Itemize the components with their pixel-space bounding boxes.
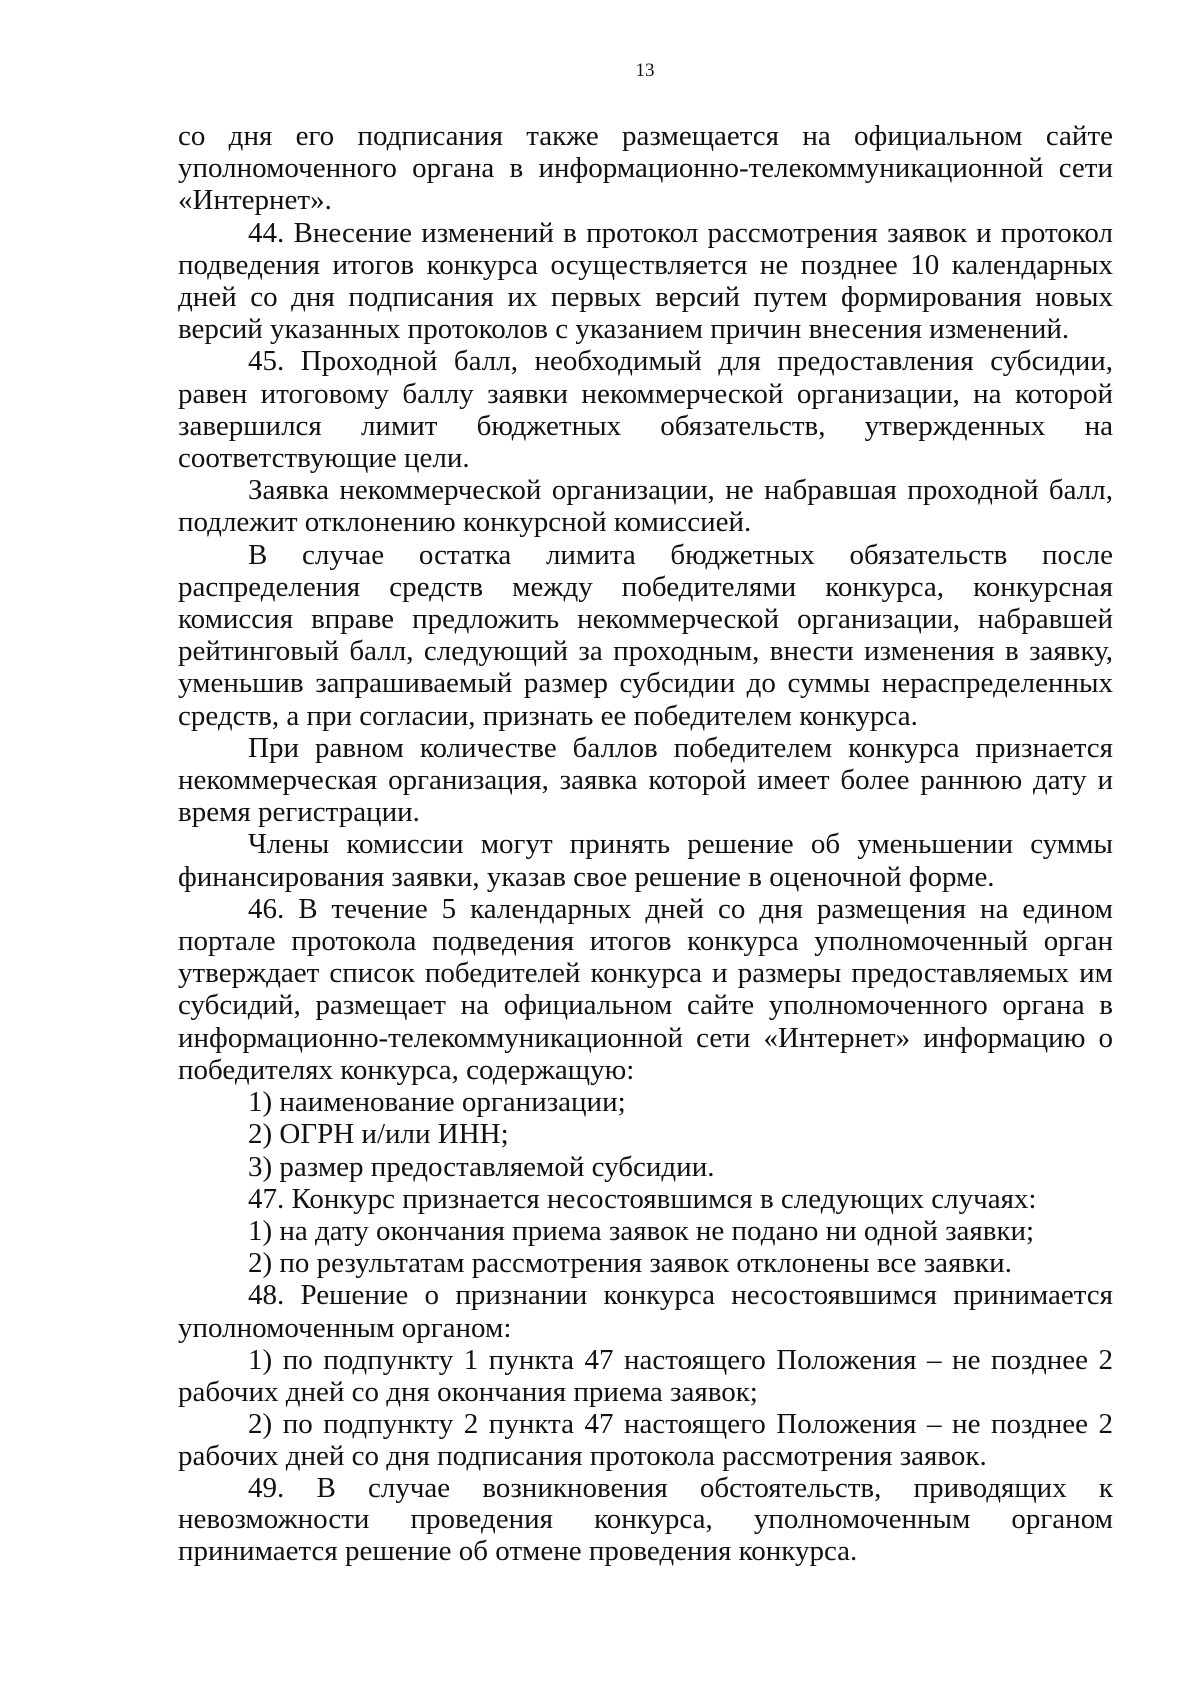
paragraph-45-commission-reduction: Члены комиссии могут принять решение об уменьшении суммы финансирования заявки, указав свое решение в оценочной форме. xyxy=(178,828,1113,893)
paragraph-45: 45. Проходной балл, необходимый для предоставления субсидии, равен итоговому баллу заявки некоммерческой организации, на которой завершился лимит бюджетных обязательств, утвержденных на соответствующие цели. xyxy=(178,345,1113,475)
list-item-46-2: 2) ОГРН и/или ИНН; xyxy=(248,1118,509,1151)
document-body xyxy=(178,120,1113,1567)
list-item-48-2: 2) по подпункту 2 пункта 47 настоящего Положения – не позднее 2 рабочих дней со дня подписания протокола рассмотрения заявок. xyxy=(178,1408,1113,1473)
page-number: 13 xyxy=(635,60,655,81)
paragraph-47: 47. Конкурс признается несостоявшимся в следующих случаях: xyxy=(248,1182,1037,1215)
paragraph-45-equal-score: При равном количестве баллов победителем конкурса признается некоммерческая организация, заявка которой имеет более раннюю дату и время регистрации. xyxy=(178,731,1113,829)
paragraph-43-continuation: со дня его подписания также размещается на официальном сайте уполномоченного органа в информационно-телекоммуникационной сети «Интернет». xyxy=(178,120,1113,217)
paragraph-46: 46. В течение 5 календарных дней со дня размещения на едином портале протокола подведения итогов конкурса уполномоченный орган утверждает список победителей конкурса и размеры предоставляемых им субсидий, размещает на официальном сайте уполномоченного органа в информационно-телекоммуникационной сети «Интернет» информацию о победителях конкурса, содержащую: xyxy=(178,892,1113,1086)
list-item-47-1: 1) на дату окончания приема заявок не подано ни одной заявки; xyxy=(248,1214,1035,1247)
list-item-46-3: 3) размер предоставляемой субсидии. xyxy=(248,1150,715,1183)
list-item-47-2: 2) по результатам рассмотрения заявок отклонены все заявки. xyxy=(248,1247,1012,1280)
paragraph-49: 49. В случае возникновения обстоятельств, приводящих к невозможности проведения конкурса, уполномоченным органом принимается решение об отмене проведения конкурса. xyxy=(178,1471,1113,1567)
paragraph-44: 44. Внесение изменений в протокол рассмотрения заявок и протокол подведения итогов конкурса осуществляется не позднее 10 календарных дней со дня подписания их первых версий путем формирования новых версий указанных протоколов с указанием причин внесения изменений. xyxy=(178,216,1113,346)
paragraph-45-rejection: Заявка некоммерческой организации, не набравшая проходной балл, подлежит отклонению конкурсной комиссией. xyxy=(178,474,1113,539)
paragraph-48: 48. Решение о признании конкурса несостоявшимся принимается уполномоченным органом: xyxy=(178,1279,1113,1344)
list-item-46-1: 1) наименование организации; xyxy=(248,1086,626,1119)
list-item-48-1: 1) по подпункту 1 пункта 47 настоящего Положения – не позднее 2 рабочих дней со дня окончания приема заявок; xyxy=(178,1343,1113,1408)
paragraph-45-remaining-limit: В случае остатка лимита бюджетных обязательств после распределения средств между победителями конкурса, конкурсная комиссия вправе предложить некоммерческой организации, набравшей рейтинговый балл, следующий за проходным, внести изменения в заявку, уменьшив запрашиваемый размер субсидии до суммы нераспределенных средств, а при согласии, признать ее победителем конкурса. xyxy=(178,538,1113,732)
